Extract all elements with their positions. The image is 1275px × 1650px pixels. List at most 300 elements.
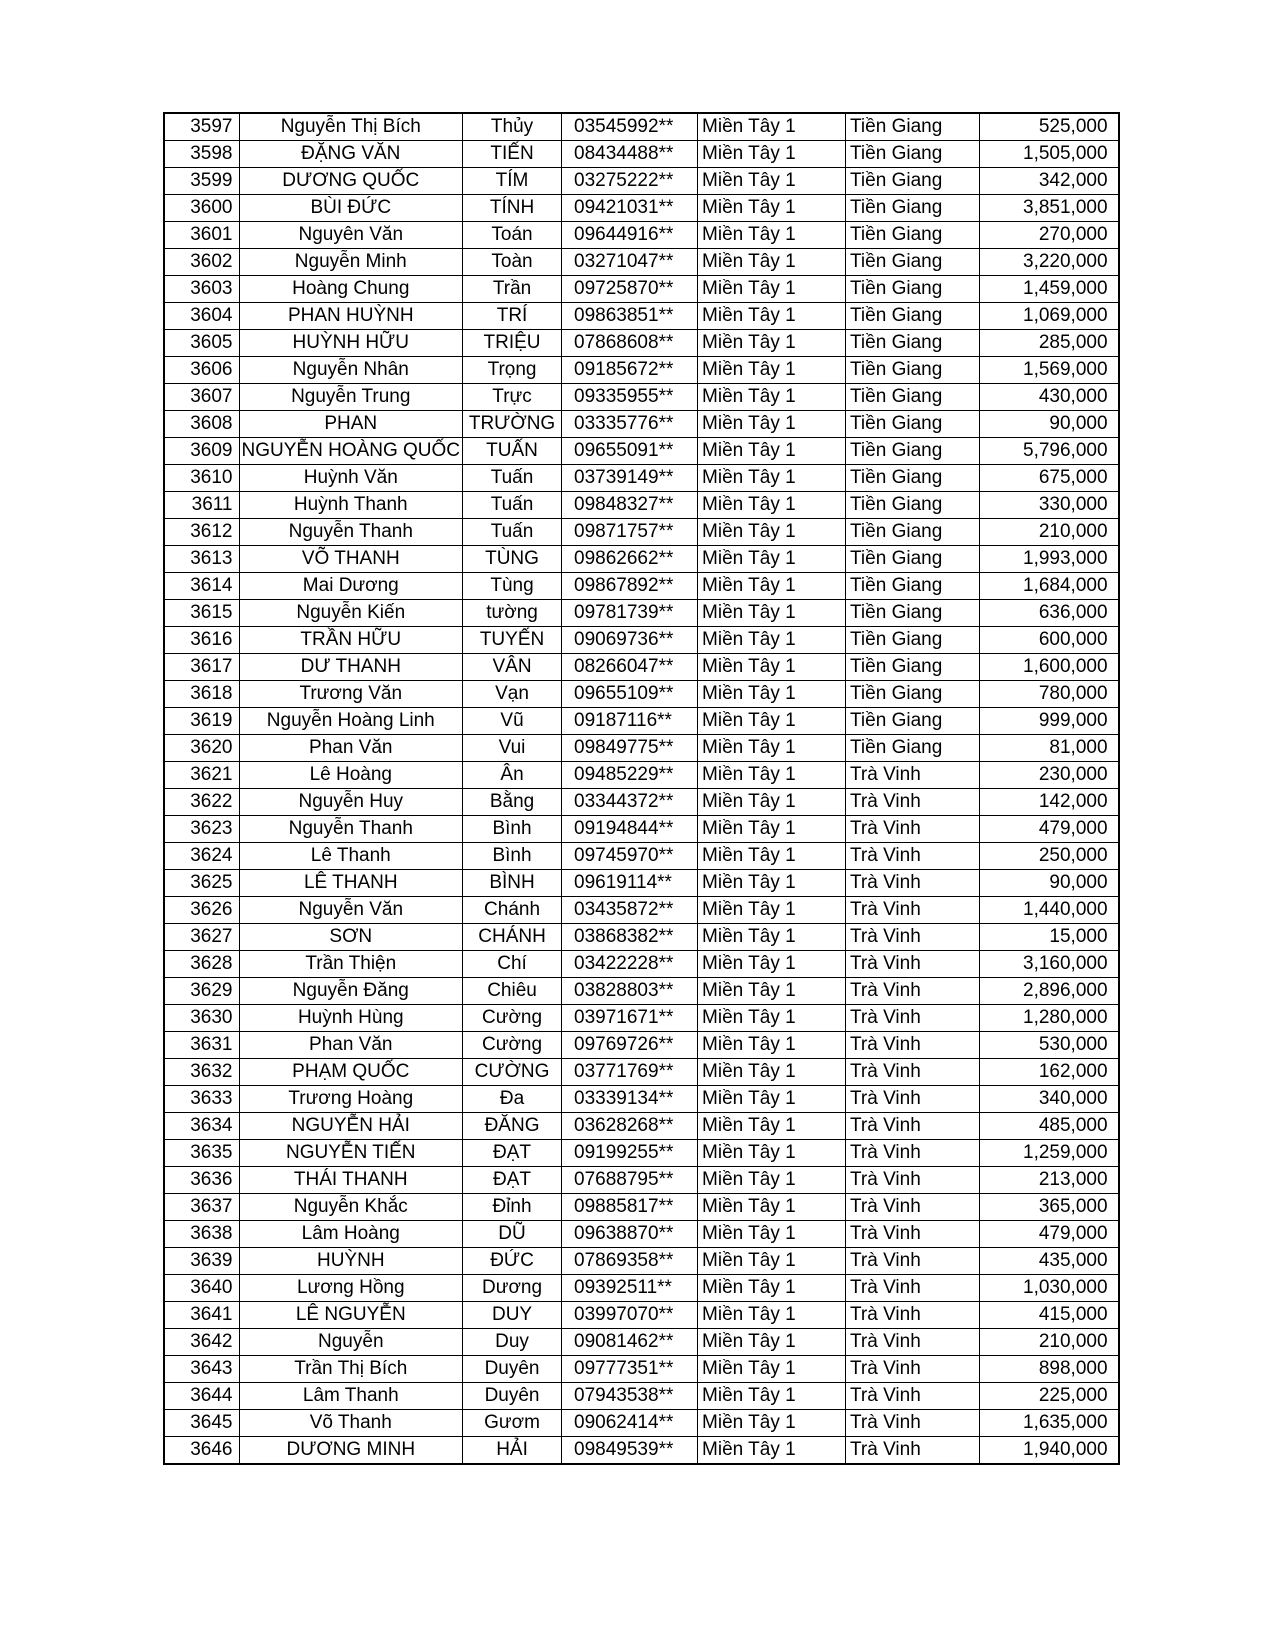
row-number-cell: 3615 — [164, 600, 239, 627]
amount-cell: 210,000 — [980, 519, 1119, 546]
row-number-cell: 3636 — [164, 1167, 239, 1194]
region-cell: Miền Tây 1 — [698, 1302, 846, 1329]
family-name-cell: Phan Văn — [239, 1032, 463, 1059]
row-number-cell: 3602 — [164, 249, 239, 276]
row-number-cell: 3626 — [164, 897, 239, 924]
table-row — [164, 573, 1119, 600]
amount-cell: 435,000 — [980, 1248, 1119, 1275]
table-row — [164, 168, 1119, 195]
phone-number-cell: 09187116** — [562, 708, 698, 735]
amount-cell: 485,000 — [980, 1113, 1119, 1140]
region-cell: Miền Tây 1 — [698, 1032, 846, 1059]
region-cell: Miền Tây 1 — [698, 1356, 846, 1383]
table-row — [164, 1113, 1119, 1140]
table-row — [164, 978, 1119, 1005]
table-row — [164, 1221, 1119, 1248]
region-cell: Miền Tây 1 — [698, 492, 846, 519]
province-cell: Tiền Giang — [846, 519, 980, 546]
amount-cell: 90,000 — [980, 870, 1119, 897]
province-cell: Tiền Giang — [846, 384, 980, 411]
family-name-cell: Huỳnh Hùng — [239, 1005, 463, 1032]
table-row — [164, 1140, 1119, 1167]
given-name-cell: CHÁNH — [463, 924, 562, 951]
amount-cell: 142,000 — [980, 789, 1119, 816]
given-name-cell: Chí — [463, 951, 562, 978]
table-row — [164, 546, 1119, 573]
amount-cell: 1,440,000 — [980, 897, 1119, 924]
amount-cell: 430,000 — [980, 384, 1119, 411]
table-row — [164, 897, 1119, 924]
given-name-cell: Cường — [463, 1005, 562, 1032]
table-row — [164, 222, 1119, 249]
table-row — [164, 195, 1119, 222]
given-name-cell: TÙNG — [463, 546, 562, 573]
row-number-cell: 3639 — [164, 1248, 239, 1275]
family-name-cell: SƠN — [239, 924, 463, 951]
table-row — [164, 654, 1119, 681]
family-name-cell: PHAN HUỲNH — [239, 303, 463, 330]
family-name-cell: TRẦN HỮU — [239, 627, 463, 654]
region-cell: Miền Tây 1 — [698, 384, 846, 411]
amount-cell: 415,000 — [980, 1302, 1119, 1329]
province-cell: Trà Vinh — [846, 789, 980, 816]
region-cell: Miền Tây 1 — [698, 1329, 846, 1356]
given-name-cell: Vũ — [463, 708, 562, 735]
given-name-cell: Toàn — [463, 249, 562, 276]
province-cell: Trà Vinh — [846, 1356, 980, 1383]
amount-cell: 330,000 — [980, 492, 1119, 519]
phone-number-cell: 03828803** — [562, 978, 698, 1005]
given-name-cell: DŨ — [463, 1221, 562, 1248]
province-cell: Trà Vinh — [846, 1005, 980, 1032]
given-name-cell: HẢI — [463, 1437, 562, 1465]
province-cell: Tiền Giang — [846, 654, 980, 681]
row-number-cell: 3630 — [164, 1005, 239, 1032]
province-cell: Trà Vinh — [846, 951, 980, 978]
given-name-cell: DUY — [463, 1302, 562, 1329]
phone-number-cell: 03739149** — [562, 465, 698, 492]
region-cell: Miền Tây 1 — [698, 762, 846, 789]
amount-cell: 2,896,000 — [980, 978, 1119, 1005]
row-number-cell: 3632 — [164, 1059, 239, 1086]
province-cell: Trà Vinh — [846, 816, 980, 843]
family-name-cell: Trần Thiện — [239, 951, 463, 978]
phone-number-cell: 09194844** — [562, 816, 698, 843]
province-cell: Trà Vinh — [846, 1167, 980, 1194]
table-row — [164, 870, 1119, 897]
table-row — [164, 1410, 1119, 1437]
region-cell: Miền Tây 1 — [698, 600, 846, 627]
amount-cell: 1,259,000 — [980, 1140, 1119, 1167]
region-cell: Miền Tây 1 — [698, 546, 846, 573]
phone-number-cell: 09769726** — [562, 1032, 698, 1059]
data-table — [163, 112, 1120, 1465]
family-name-cell: Nguyễn Thanh — [239, 816, 463, 843]
family-name-cell: DƯƠNG MINH — [239, 1437, 463, 1465]
phone-number-cell: 09485229** — [562, 762, 698, 789]
province-cell: Tiền Giang — [846, 681, 980, 708]
family-name-cell: VÕ THANH — [239, 546, 463, 573]
region-cell: Miền Tây 1 — [698, 897, 846, 924]
given-name-cell: Thủy — [463, 113, 562, 141]
table-row — [164, 465, 1119, 492]
region-cell: Miền Tây 1 — [698, 1437, 846, 1465]
province-cell: Trà Vinh — [846, 897, 980, 924]
amount-cell: 600,000 — [980, 627, 1119, 654]
family-name-cell: Nguyễn Trung — [239, 384, 463, 411]
row-number-cell: 3627 — [164, 924, 239, 951]
region-cell: Miền Tây 1 — [698, 330, 846, 357]
phone-number-cell: 09849775** — [562, 735, 698, 762]
given-name-cell: Dương — [463, 1275, 562, 1302]
province-cell: Trà Vinh — [846, 924, 980, 951]
row-number-cell: 3638 — [164, 1221, 239, 1248]
phone-number-cell: 08434488** — [562, 141, 698, 168]
table-row — [164, 1383, 1119, 1410]
amount-cell: 15,000 — [980, 924, 1119, 951]
phone-number-cell: 09848327** — [562, 492, 698, 519]
amount-cell: 90,000 — [980, 411, 1119, 438]
province-cell: Tiền Giang — [846, 573, 980, 600]
family-name-cell: Nguyễn Khắc — [239, 1194, 463, 1221]
table-row — [164, 276, 1119, 303]
phone-number-cell: 09655091** — [562, 438, 698, 465]
amount-cell: 1,635,000 — [980, 1410, 1119, 1437]
table-row — [164, 303, 1119, 330]
given-name-cell: Ân — [463, 762, 562, 789]
province-cell: Trà Vinh — [846, 1329, 980, 1356]
row-number-cell: 3634 — [164, 1113, 239, 1140]
given-name-cell: Bằng — [463, 789, 562, 816]
phone-number-cell: 09421031** — [562, 195, 698, 222]
province-cell: Trà Vinh — [846, 870, 980, 897]
row-number-cell: 3619 — [164, 708, 239, 735]
region-cell: Miền Tây 1 — [698, 1248, 846, 1275]
table-row — [164, 357, 1119, 384]
table-row — [164, 816, 1119, 843]
given-name-cell: Trực — [463, 384, 562, 411]
province-cell: Trà Vinh — [846, 1410, 980, 1437]
table-row — [164, 1248, 1119, 1275]
region-cell: Miền Tây 1 — [698, 411, 846, 438]
family-name-cell: Nguyễn — [239, 1329, 463, 1356]
region-cell: Miền Tây 1 — [698, 1140, 846, 1167]
region-cell: Miền Tây 1 — [698, 1410, 846, 1437]
phone-number-cell: 09725870** — [562, 276, 698, 303]
given-name-cell: Duyên — [463, 1356, 562, 1383]
region-cell: Miền Tây 1 — [698, 222, 846, 249]
amount-cell: 479,000 — [980, 816, 1119, 843]
amount-cell: 1,569,000 — [980, 357, 1119, 384]
family-name-cell: Nguyễn Thị Bích — [239, 113, 463, 141]
family-name-cell: PHẠM QUỐC — [239, 1059, 463, 1086]
phone-number-cell: 03335776** — [562, 411, 698, 438]
row-number-cell: 3614 — [164, 573, 239, 600]
table-row — [164, 627, 1119, 654]
table-row — [164, 924, 1119, 951]
region-cell: Miền Tây 1 — [698, 1086, 846, 1113]
table-row — [164, 1437, 1119, 1465]
table-row — [164, 789, 1119, 816]
region-cell: Miền Tây 1 — [698, 978, 846, 1005]
amount-cell: 5,796,000 — [980, 438, 1119, 465]
row-number-cell: 3645 — [164, 1410, 239, 1437]
region-cell: Miền Tây 1 — [698, 627, 846, 654]
amount-cell: 1,459,000 — [980, 276, 1119, 303]
region-cell: Miền Tây 1 — [698, 951, 846, 978]
given-name-cell: ĐĂNG — [463, 1113, 562, 1140]
phone-number-cell: 03971671** — [562, 1005, 698, 1032]
province-cell: Tiền Giang — [846, 546, 980, 573]
row-number-cell: 3640 — [164, 1275, 239, 1302]
phone-number-cell: 09655109** — [562, 681, 698, 708]
given-name-cell: Đỉnh — [463, 1194, 562, 1221]
row-number-cell: 3622 — [164, 789, 239, 816]
phone-number-cell: 09849539** — [562, 1437, 698, 1465]
region-cell: Miền Tây 1 — [698, 519, 846, 546]
amount-cell: 1,280,000 — [980, 1005, 1119, 1032]
amount-cell: 1,069,000 — [980, 303, 1119, 330]
phone-number-cell: 09871757** — [562, 519, 698, 546]
amount-cell: 1,505,000 — [980, 141, 1119, 168]
row-number-cell: 3637 — [164, 1194, 239, 1221]
region-cell: Miền Tây 1 — [698, 1275, 846, 1302]
province-cell: Tiền Giang — [846, 411, 980, 438]
row-number-cell: 3605 — [164, 330, 239, 357]
family-name-cell: Nguyễn Nhân — [239, 357, 463, 384]
family-name-cell: Lương Hồng — [239, 1275, 463, 1302]
province-cell: Trà Vinh — [846, 762, 980, 789]
given-name-cell: TRÍ — [463, 303, 562, 330]
phone-number-cell: 03997070** — [562, 1302, 698, 1329]
family-name-cell: THÁI THANH — [239, 1167, 463, 1194]
given-name-cell: Tùng — [463, 573, 562, 600]
province-cell: Tiền Giang — [846, 465, 980, 492]
row-number-cell: 3623 — [164, 816, 239, 843]
region-cell: Miền Tây 1 — [698, 1059, 846, 1086]
province-cell: Trà Vinh — [846, 843, 980, 870]
province-cell: Tiền Giang — [846, 141, 980, 168]
region-cell: Miền Tây 1 — [698, 1194, 846, 1221]
amount-cell: 3,160,000 — [980, 951, 1119, 978]
given-name-cell: Vạn — [463, 681, 562, 708]
family-name-cell: Lê Thanh — [239, 843, 463, 870]
given-name-cell: Tuấn — [463, 519, 562, 546]
row-number-cell: 3613 — [164, 546, 239, 573]
table-row — [164, 330, 1119, 357]
province-cell: Tiền Giang — [846, 357, 980, 384]
row-number-cell: 3600 — [164, 195, 239, 222]
given-name-cell: Trần — [463, 276, 562, 303]
table-row — [164, 1302, 1119, 1329]
table-row — [164, 1032, 1119, 1059]
table-row — [164, 843, 1119, 870]
row-number-cell: 3608 — [164, 411, 239, 438]
family-name-cell: NGUYỄN HẢI — [239, 1113, 463, 1140]
region-cell: Miền Tây 1 — [698, 654, 846, 681]
row-number-cell: 3598 — [164, 141, 239, 168]
row-number-cell: 3603 — [164, 276, 239, 303]
phone-number-cell: 03435872** — [562, 897, 698, 924]
phone-number-cell: 07943538** — [562, 1383, 698, 1410]
amount-cell: 230,000 — [980, 762, 1119, 789]
table-row — [164, 411, 1119, 438]
province-cell: Tiền Giang — [846, 303, 980, 330]
family-name-cell: Nguyên Văn — [239, 222, 463, 249]
given-name-cell: Vui — [463, 735, 562, 762]
row-number-cell: 3631 — [164, 1032, 239, 1059]
phone-number-cell: 03339134** — [562, 1086, 698, 1113]
family-name-cell: Nguyễn Văn — [239, 897, 463, 924]
given-name-cell: Đa — [463, 1086, 562, 1113]
phone-number-cell: 03868382** — [562, 924, 698, 951]
family-name-cell: LÊ NGUYỄN — [239, 1302, 463, 1329]
phone-number-cell: 09335955** — [562, 384, 698, 411]
province-cell: Trà Vinh — [846, 1113, 980, 1140]
given-name-cell: Cường — [463, 1032, 562, 1059]
given-name-cell: ĐẠT — [463, 1140, 562, 1167]
row-number-cell: 3609 — [164, 438, 239, 465]
given-name-cell: BÌNH — [463, 870, 562, 897]
table-row — [164, 492, 1119, 519]
given-name-cell: TRƯỜNG — [463, 411, 562, 438]
phone-number-cell: 09862662** — [562, 546, 698, 573]
family-name-cell: BÙI ĐỨC — [239, 195, 463, 222]
amount-cell: 270,000 — [980, 222, 1119, 249]
given-name-cell: Tuấn — [463, 465, 562, 492]
family-name-cell: Mai Dương — [239, 573, 463, 600]
region-cell: Miền Tây 1 — [698, 438, 846, 465]
family-name-cell: Phan Văn — [239, 735, 463, 762]
province-cell: Trà Vinh — [846, 1059, 980, 1086]
row-number-cell: 3625 — [164, 870, 239, 897]
amount-cell: 898,000 — [980, 1356, 1119, 1383]
region-cell: Miền Tây 1 — [698, 1113, 846, 1140]
province-cell: Tiền Giang — [846, 195, 980, 222]
province-cell: Tiền Giang — [846, 600, 980, 627]
province-cell: Trà Vinh — [846, 978, 980, 1005]
province-cell: Tiền Giang — [846, 492, 980, 519]
family-name-cell: Trương Hoàng — [239, 1086, 463, 1113]
table-row — [164, 1194, 1119, 1221]
row-number-cell: 3616 — [164, 627, 239, 654]
given-name-cell: Tuấn — [463, 492, 562, 519]
family-name-cell: Lâm Hoàng — [239, 1221, 463, 1248]
table-row — [164, 1356, 1119, 1383]
family-name-cell: Trần Thị Bích — [239, 1356, 463, 1383]
given-name-cell: TUẤN — [463, 438, 562, 465]
region-cell: Miền Tây 1 — [698, 708, 846, 735]
row-number-cell: 3624 — [164, 843, 239, 870]
table-row — [164, 438, 1119, 465]
phone-number-cell: 09863851** — [562, 303, 698, 330]
given-name-cell: ĐỨC — [463, 1248, 562, 1275]
province-cell: Tiền Giang — [846, 438, 980, 465]
family-name-cell: Nguyễn Đăng — [239, 978, 463, 1005]
family-name-cell: LÊ THANH — [239, 870, 463, 897]
family-name-cell: Lê Hoàng — [239, 762, 463, 789]
province-cell: Trà Vinh — [846, 1302, 980, 1329]
row-number-cell: 3643 — [164, 1356, 239, 1383]
row-number-cell: 3644 — [164, 1383, 239, 1410]
family-name-cell: ĐẶNG VĂN — [239, 141, 463, 168]
given-name-cell: VÂN — [463, 654, 562, 681]
family-name-cell: Nguyễn Kiến — [239, 600, 463, 627]
table-row — [164, 249, 1119, 276]
row-number-cell: 3601 — [164, 222, 239, 249]
family-name-cell: Huỳnh Thanh — [239, 492, 463, 519]
phone-number-cell: 09069736** — [562, 627, 698, 654]
family-name-cell: Huỳnh Văn — [239, 465, 463, 492]
province-cell: Tiền Giang — [846, 330, 980, 357]
amount-cell: 1,684,000 — [980, 573, 1119, 600]
given-name-cell: Chánh — [463, 897, 562, 924]
phone-number-cell: 09062414** — [562, 1410, 698, 1437]
phone-number-cell: 09885817** — [562, 1194, 698, 1221]
amount-cell: 530,000 — [980, 1032, 1119, 1059]
row-number-cell: 3641 — [164, 1302, 239, 1329]
phone-number-cell: 09185672** — [562, 357, 698, 384]
phone-number-cell: 09199255** — [562, 1140, 698, 1167]
phone-number-cell: 09777351** — [562, 1356, 698, 1383]
phone-number-cell: 07868608** — [562, 330, 698, 357]
row-number-cell: 3635 — [164, 1140, 239, 1167]
phone-number-cell: 09392511** — [562, 1275, 698, 1302]
province-cell: Trà Vinh — [846, 1194, 980, 1221]
row-number-cell: 3618 — [164, 681, 239, 708]
region-cell: Miền Tây 1 — [698, 465, 846, 492]
region-cell: Miền Tây 1 — [698, 816, 846, 843]
phone-number-cell: 07688795** — [562, 1167, 698, 1194]
region-cell: Miền Tây 1 — [698, 357, 846, 384]
region-cell: Miền Tây 1 — [698, 735, 846, 762]
region-cell: Miền Tây 1 — [698, 843, 846, 870]
table-body — [164, 113, 1119, 1464]
row-number-cell: 3646 — [164, 1437, 239, 1465]
table-row — [164, 1275, 1119, 1302]
amount-cell: 213,000 — [980, 1167, 1119, 1194]
phone-number-cell: 03771769** — [562, 1059, 698, 1086]
row-number-cell: 3617 — [164, 654, 239, 681]
table-row — [164, 735, 1119, 762]
region-cell: Miền Tây 1 — [698, 1005, 846, 1032]
table-row — [164, 1059, 1119, 1086]
amount-cell: 1,940,000 — [980, 1437, 1119, 1465]
phone-number-cell: 09644916** — [562, 222, 698, 249]
phone-number-cell: 03275222** — [562, 168, 698, 195]
family-name-cell: Nguyễn Huy — [239, 789, 463, 816]
phone-number-cell: 03628268** — [562, 1113, 698, 1140]
table-row — [164, 1167, 1119, 1194]
row-number-cell: 3629 — [164, 978, 239, 1005]
amount-cell: 525,000 — [980, 113, 1119, 141]
row-number-cell: 3607 — [164, 384, 239, 411]
family-name-cell: Nguyễn Minh — [239, 249, 463, 276]
amount-cell: 3,851,000 — [980, 195, 1119, 222]
amount-cell: 479,000 — [980, 1221, 1119, 1248]
phone-number-cell: 03422228** — [562, 951, 698, 978]
phone-number-cell: 03271047** — [562, 249, 698, 276]
table-row — [164, 1005, 1119, 1032]
family-name-cell: HUỲNH — [239, 1248, 463, 1275]
region-cell: Miền Tây 1 — [698, 303, 846, 330]
family-name-cell: DƯ THANH — [239, 654, 463, 681]
province-cell: Tiền Giang — [846, 735, 980, 762]
given-name-cell: TIẾN — [463, 141, 562, 168]
amount-cell: 636,000 — [980, 600, 1119, 627]
province-cell: Trà Vinh — [846, 1032, 980, 1059]
amount-cell: 162,000 — [980, 1059, 1119, 1086]
